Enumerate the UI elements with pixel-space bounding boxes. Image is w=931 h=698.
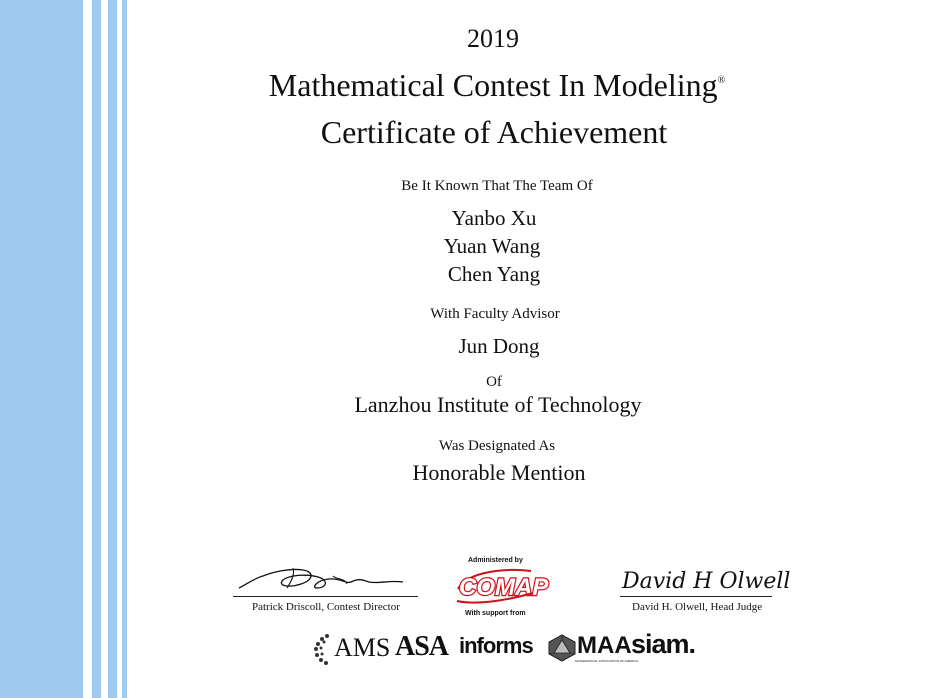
sponsor-logos [313,628,713,668]
stripe-thin-1 [92,0,101,698]
advisor-name: Jun Dong [458,334,540,358]
comap-logo-text: COMAP [459,574,549,601]
administered-by-label: Administered by [468,557,523,564]
institution-name: Lanzhou Institute of Technology [354,392,642,417]
comap-logo [455,565,549,607]
director-title: Patrick Driscoll, Contest Director [252,601,400,613]
director-signature-line [233,596,418,597]
judge-signature-text: David H Olwell [622,569,791,594]
judge-title: David H. Olwell, Head Judge [632,601,763,613]
director-signature [233,562,418,596]
maa-logo: MAA [577,632,632,659]
judge-signature-line [620,596,772,597]
stripe-wide [0,0,83,698]
contest-name [269,67,725,104]
stripe-thin-2 [108,0,117,698]
ams-logo: AMS [334,633,391,662]
stripe-thin-3 [122,0,127,698]
decorative-stripes [0,0,130,698]
judge-signature [618,562,791,596]
maa-subtitle: MATHEMATICAL ASSOCIATION OF AMERICA [575,659,639,663]
contest-name-text: Mathematical Contest In Modeling [268,67,718,103]
siam-logo: siam. [631,629,696,659]
award-level: Honorable Mention [412,460,586,485]
advisor-label: With Faculty Advisor [430,306,560,322]
of-label: Of [486,374,502,390]
informs-logo: informs [459,633,533,658]
certificate-title: Certificate of Achievement [320,114,668,150]
maa-icosahedron-icon [547,634,577,662]
team-member: Yanbo Xu [451,206,537,230]
designated-label: Was Designated As [438,438,556,454]
team-member: Yuan Wang [443,234,541,258]
team-member: Chen Yang [447,262,541,286]
certificate-year: 2019 [467,24,519,53]
asa-logo: ASA [395,631,449,662]
team-intro: Be It Known That The Team Of [401,178,593,194]
support-label: With support from [465,610,526,617]
registered-mark: ® [717,75,726,86]
